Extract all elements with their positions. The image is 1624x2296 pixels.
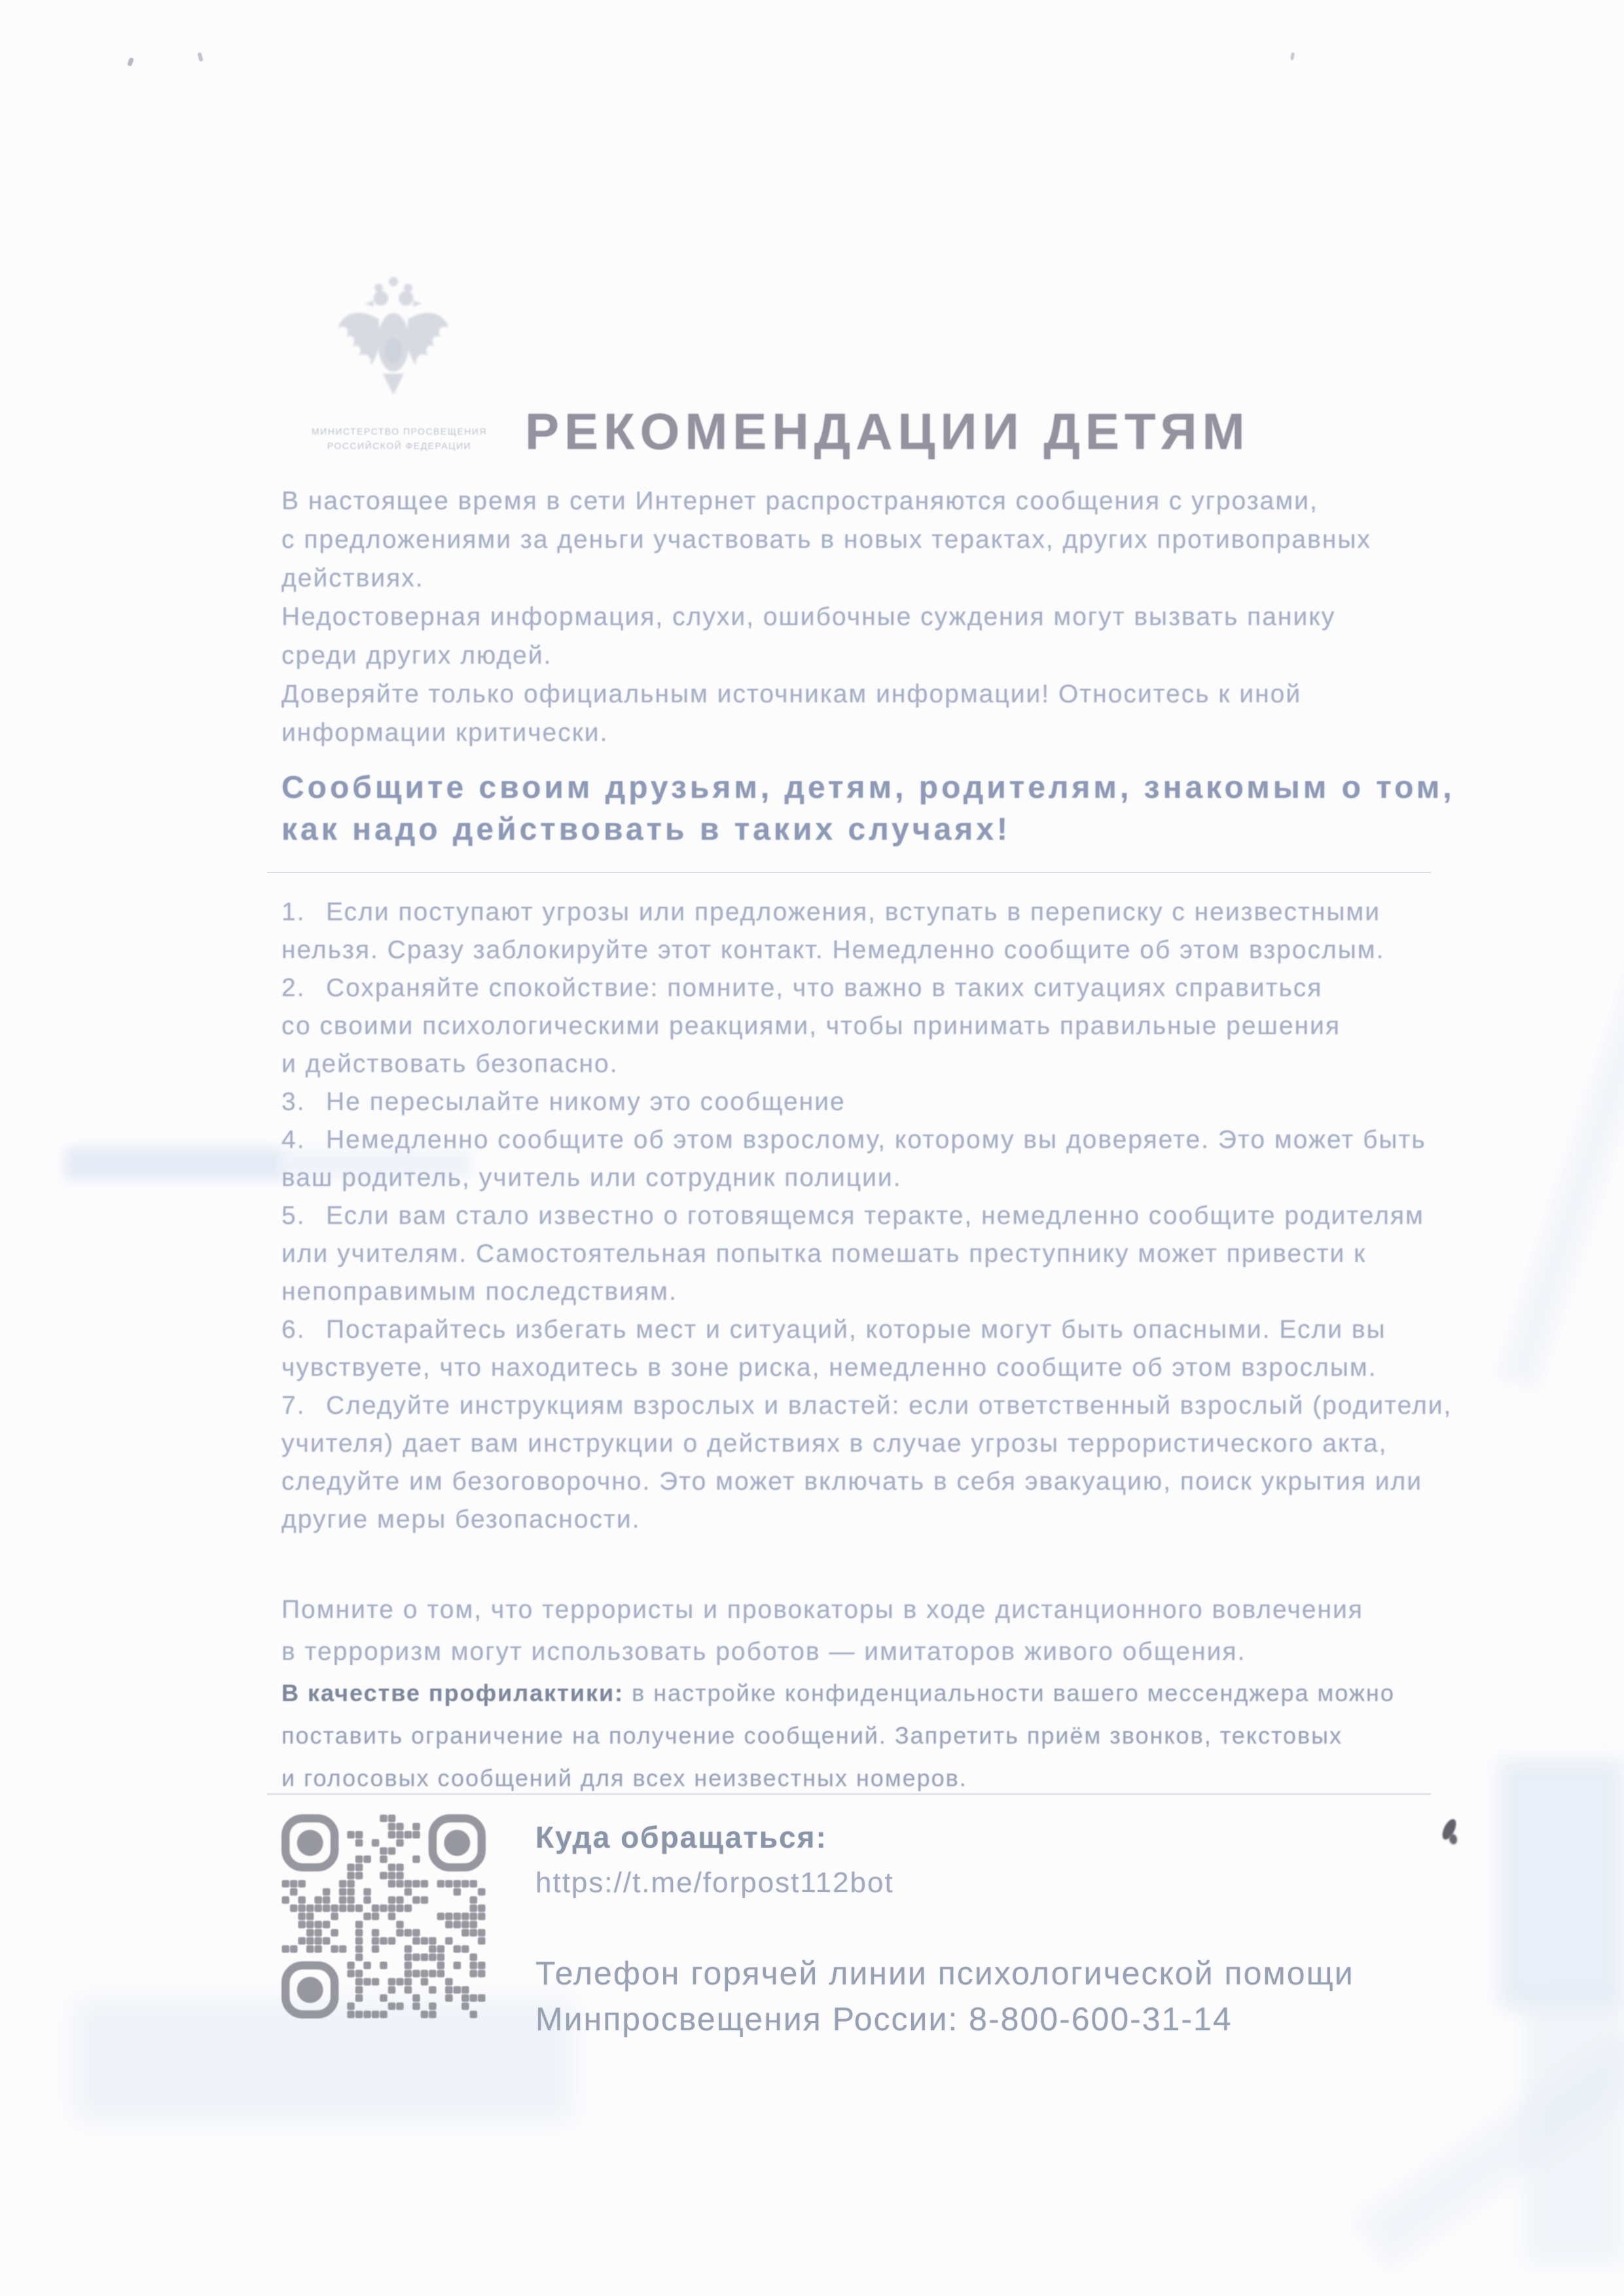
hotline-info (535, 1954, 1354, 2046)
callout-line: Сообщите своим друзьям, детям, родителям, знакомым о том, (281, 770, 1455, 805)
list-item (281, 1088, 1452, 1126)
prevention-text: в настройке конфиденциальности вашего мессенджера можно (624, 1679, 1395, 1706)
list-item-text: непоправимым последствиям. (281, 1278, 677, 1306)
list-item-text: Если поступают угрозы или предложения, вступать в переписку с неизвестными (326, 898, 1381, 926)
telegram-link: https://t.me/forpost112bot (535, 1867, 894, 1899)
intro-line: среди других людей. (281, 641, 552, 670)
hotline-line: Телефон горячей линии психологической помощи (535, 1955, 1354, 1992)
list-item-text: со своими психологическими реакциями, чтобы принимать правильные решения (281, 1012, 1341, 1040)
scan-artifact-streak (1498, 941, 1624, 1389)
list-item-text: другие меры безопасности. (281, 1505, 641, 1534)
list-item-text: чувствуете, что находитесь в зоне риска, немедленно сообщите об этом взрослым. (281, 1354, 1377, 1382)
prevention-text: поставить ограничение на получение сообщений. Запретить приём звонков, текстовых (281, 1722, 1343, 1749)
callout-line: как надо действовать в таких случаях! (281, 812, 1011, 847)
list-item-text: нельзя. Сразу заблокируйте этот контакт. Немедленно сообщите об этом взрослым. (281, 936, 1385, 964)
list-item-text: Не пересылайте никому это сообщение (326, 1088, 846, 1116)
intro-line: с предложениями за деньги участвовать в новых терактах, других противоправных (281, 526, 1371, 554)
list-item-number: 4. (281, 1126, 306, 1154)
list-item-text: учителя) дает вам инструкции о действиях в случае угрозы террористического акта, (281, 1429, 1388, 1458)
robots-note-line: в терроризм могут использовать роботов — имитаторов живого общения. (281, 1638, 1246, 1666)
contact-heading: Куда обращаться: (535, 1820, 827, 1854)
list-item-text: Сохраняйте спокойствие: помните, что важно в таких ситуациях справиться (326, 974, 1323, 1002)
list-item-text: Если вам стало известно о готовящемся теракте, немедленно сообщите родителям (326, 1202, 1424, 1230)
list-item-number: 6. (281, 1316, 306, 1344)
callout-heading (281, 770, 1455, 853)
prevention-paragraph (281, 1679, 1395, 1807)
list-item (281, 1126, 1452, 1202)
list-item-text: Постарайтесь избегать мест и ситуаций, которые могут быть опасными. Если вы (326, 1316, 1386, 1344)
scan-speck (127, 57, 134, 67)
page-title: РЕКОМЕНДАЦИИ ДЕТЯМ (525, 403, 1250, 460)
intro-line: В настоящее время в сети Интернет распространяются сообщения с угрозами, (281, 487, 1318, 515)
list-item-number: 2. (281, 974, 306, 1002)
divider-top (267, 872, 1431, 873)
prevention-lead: В качестве профилактики: (281, 1679, 624, 1706)
scan-speck (197, 52, 203, 62)
scan-speck (1290, 52, 1295, 61)
ministry-caption-line1: МИНИСТЕРСТВО ПРОСВЕЩЕНИЯ (312, 426, 487, 437)
prevention-text: и голосовых сообщений для всех неизвестных номеров. (281, 1765, 967, 1791)
list-item (281, 898, 1452, 974)
ministry-caption (272, 424, 527, 453)
robots-note-line: Помните о том, что террористы и провокаторы в ходе дистанционного вовлечения (281, 1596, 1363, 1624)
ink-mark (1449, 1833, 1458, 1845)
list-item-number: 5. (281, 1202, 306, 1230)
list-item-number: 1. (281, 898, 306, 926)
list-item-text: следуйте им безоговорочно. Это может включать в себя эвакуацию, поиск укрытия или (281, 1467, 1423, 1496)
intro-paragraph (281, 487, 1371, 757)
list-item (281, 974, 1452, 1088)
intro-line: Доверяйте только официальным источникам информации! Относитесь к иной (281, 680, 1302, 708)
qr-code (281, 1814, 486, 2018)
list-item-text: или учителям. Самостоятельная попытка помешать преступнику может привести к (281, 1240, 1367, 1268)
list-item-number: 3. (281, 1088, 306, 1116)
robots-note (281, 1596, 1363, 1679)
list-item-text: Немедленно сообщите об этом взрослому, которому вы доверяете. Это может быть (326, 1126, 1426, 1154)
ministry-caption-line2: РОССИЙСКОЙ ФЕДЕРАЦИИ (327, 440, 472, 451)
scan-artifact-smudge (65, 1147, 281, 1180)
intro-line: действиях. (281, 564, 424, 592)
ministry-eagle-logo (331, 272, 456, 412)
scan-artifact-band (1499, 1759, 1623, 2008)
list-item (281, 1391, 1452, 1543)
intro-line: информации критически. (281, 719, 609, 747)
list-item-text: ваш родитель, учитель или сотрудник полиции. (281, 1164, 902, 1192)
recommendations-list (281, 898, 1452, 1543)
list-item-text: и действовать безопасно. (281, 1050, 619, 1078)
list-item (281, 1202, 1452, 1316)
intro-line: Недостоверная информация, слухи, ошибочные суждения могут вызвать панику (281, 603, 1336, 631)
list-item-number: 7. (281, 1391, 306, 1420)
list-item-text: Следуйте инструкциям взрослых и властей: если ответственный взрослый (родители, (326, 1391, 1453, 1420)
hotline-line: Минпросвещения России: 8-800-600-31-14 (535, 2001, 1233, 2037)
list-item (281, 1316, 1452, 1391)
divider-bottom (267, 1793, 1431, 1795)
